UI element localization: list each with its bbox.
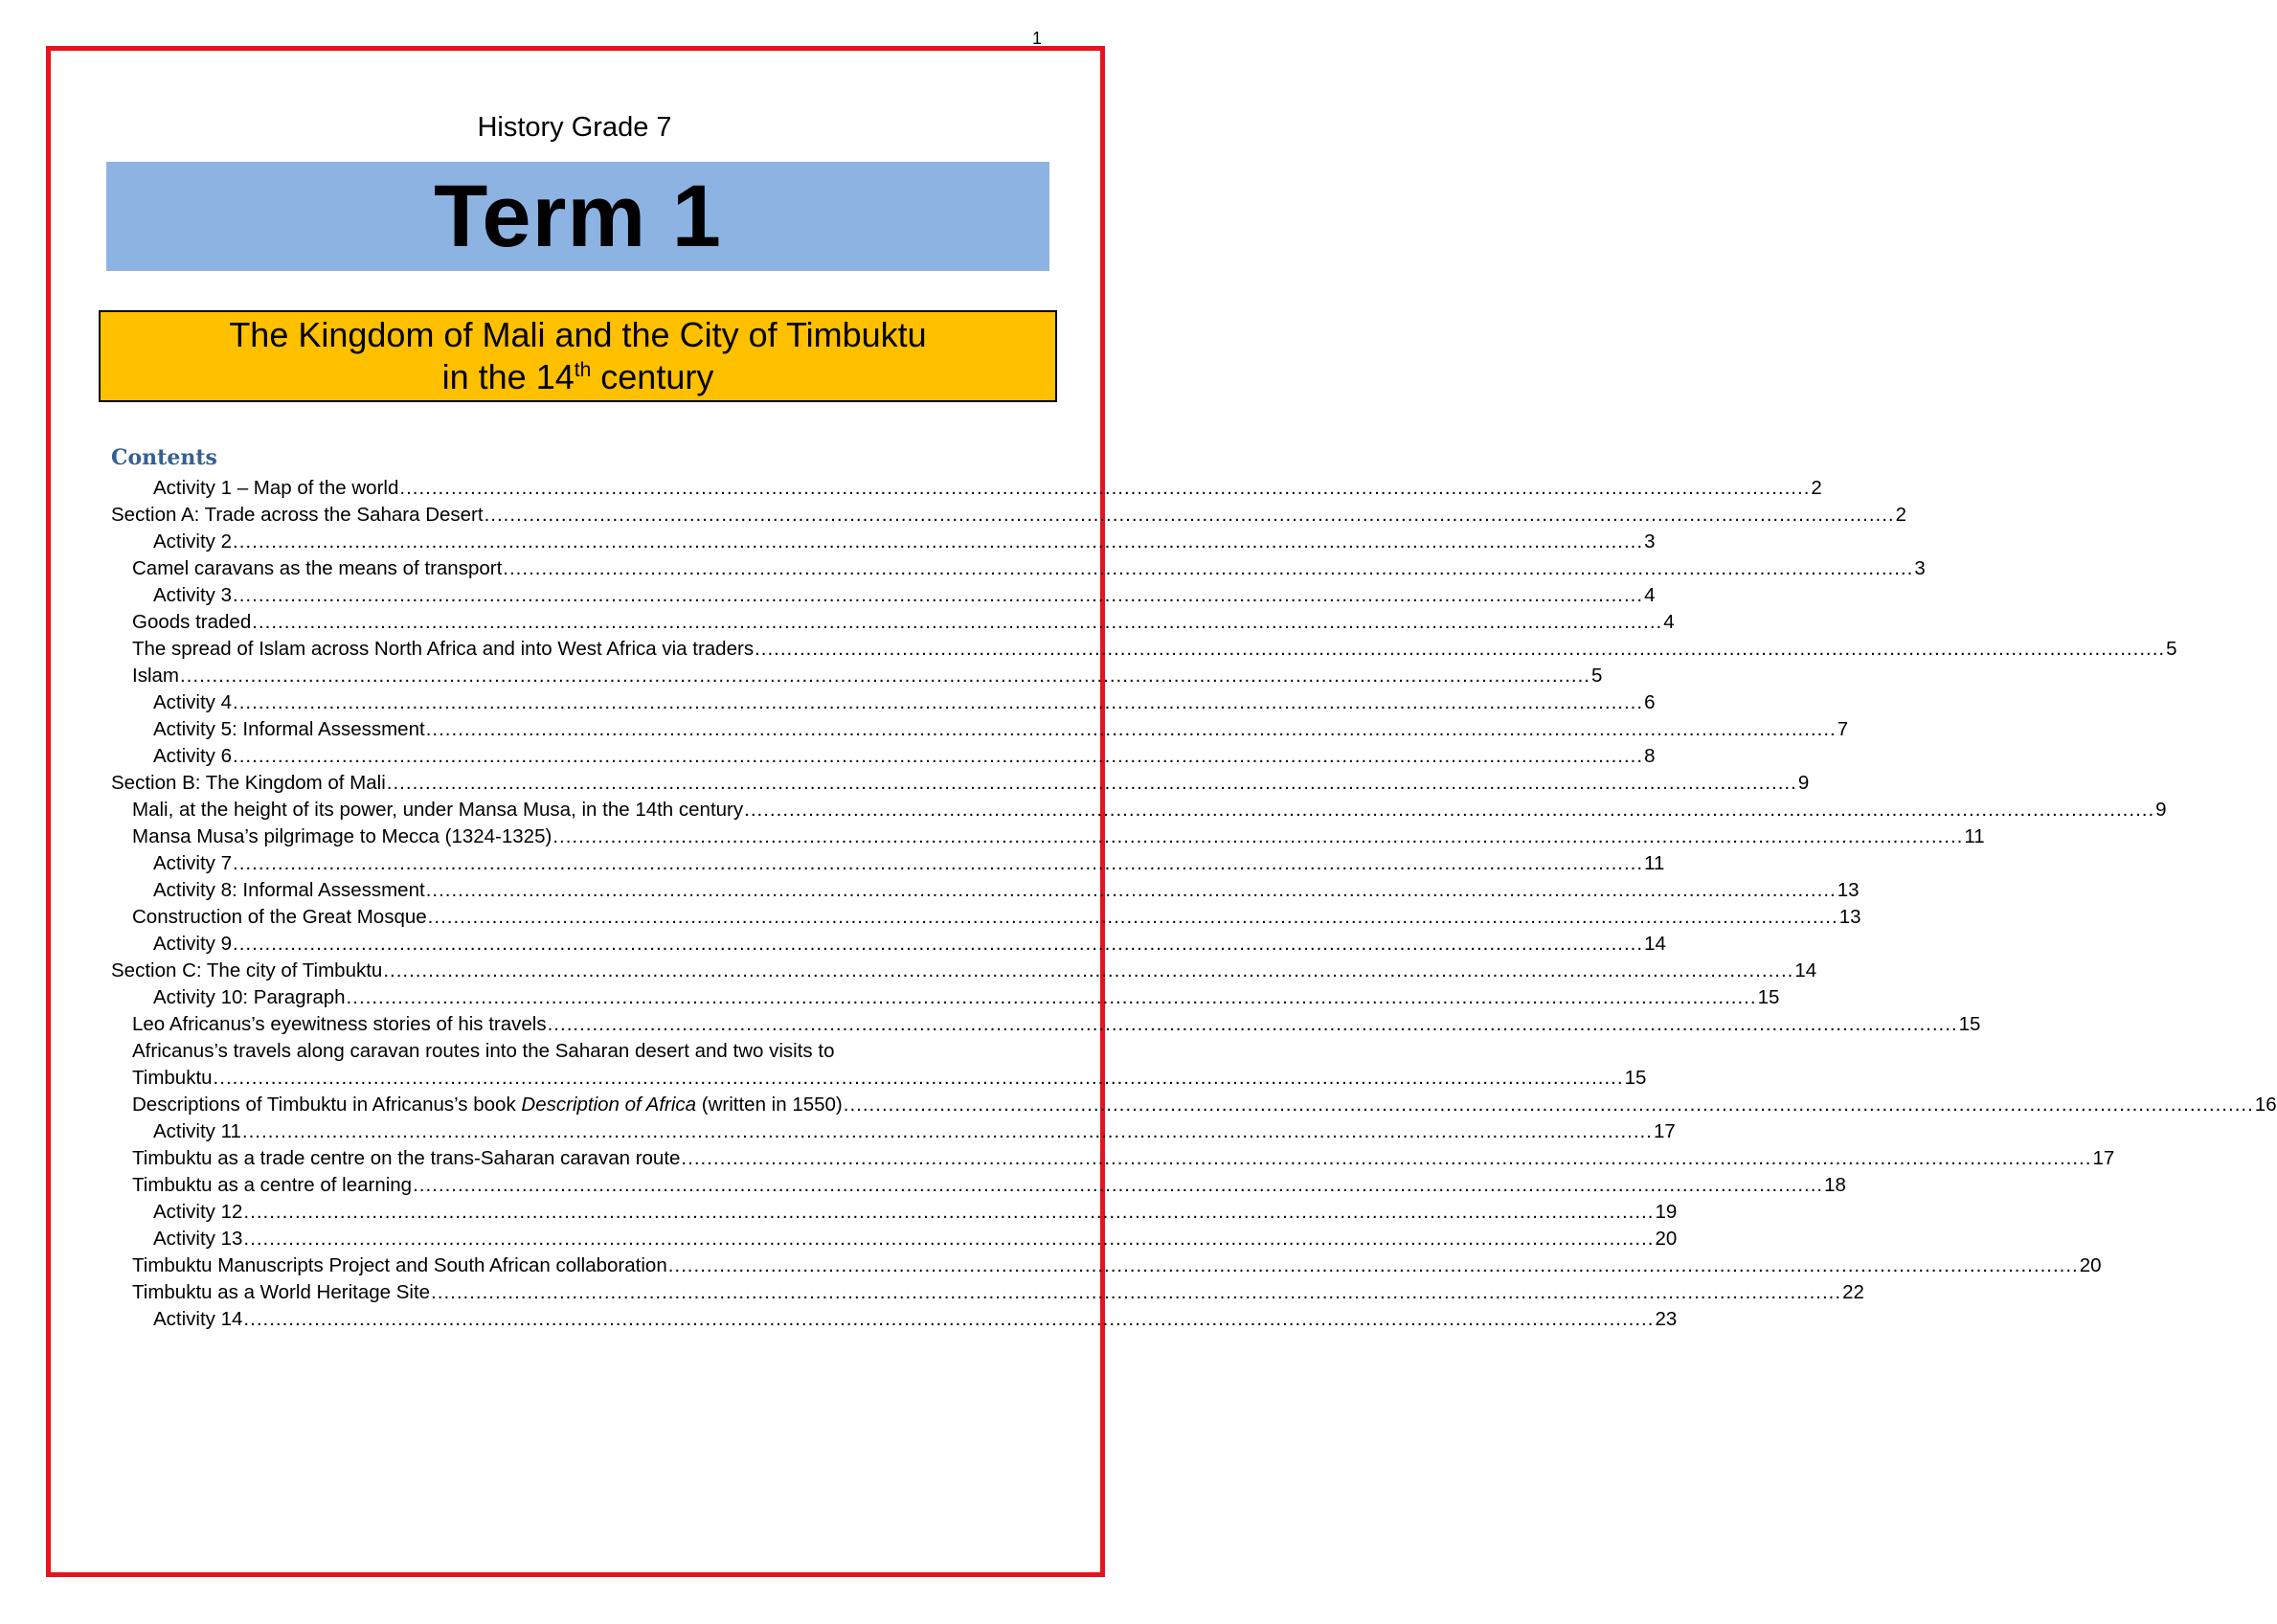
toc-entry[interactable]: Activity 7 ............................................................................................................................................................................................................................ 11 [153, 852, 1665, 874]
toc-entry[interactable]: Activity 8: Informal Assessment ............................................................................................................................................................................................................................ 13 [153, 879, 1860, 901]
toc-entry[interactable]: Section C: The city of Timbuktu ............................................................................................................................................................................................................................ 14 [111, 959, 1817, 981]
page-number: 1 [1032, 29, 1043, 48]
topic-line-2: in the 14th century [441, 357, 714, 396]
contents-heading: Contents [111, 445, 217, 470]
toc-entry-wrapped-line[interactable]: Africanus’s travels along caravan routes into the Saharan desert and two visits to [132, 1040, 835, 1062]
topic-box [99, 310, 1057, 402]
term-title: Term 1 [434, 168, 722, 265]
toc-entry[interactable]: Activity 10: Paragraph ............................................................................................................................................................................................................................ 15 [153, 986, 1780, 1008]
toc-entry[interactable]: Timbuktu as a World Heritage Site ............................................................................................................................................................................................................................ 22 [132, 1281, 1864, 1303]
toc-entry[interactable]: Activity 12 ............................................................................................................................................................................................................................ 19 [153, 1201, 1678, 1223]
toc-entry[interactable]: Activity 9 ............................................................................................................................................................................................................................ 14 [153, 933, 1666, 955]
subject-title: History Grade 7 [477, 112, 672, 143]
toc-entry[interactable]: Mansa Musa’s pilgrimage to Mecca (1324-1325) ............................................................................................................................................................................................................................ 11 [132, 825, 1985, 847]
toc-entry[interactable]: Activity 3 ............................................................................................................................................................................................................................ 4 [153, 584, 1656, 606]
toc-entry[interactable]: Leo Africanus’s eyewitness stories of his travels ............................................................................................................................................................................................................................ 15 [132, 1013, 1981, 1035]
toc-entry[interactable]: The spread of Islam across North Africa and into West Africa via traders ............................................................................................................................................................................................................................ 5 [132, 638, 2177, 660]
toc-entry[interactable]: Descriptions of Timbuktu in Africanus’s book Description of Africa (written in 1550) ............................................................................................................................................................................................................................ 16 [132, 1094, 2277, 1116]
toc-entry[interactable]: Islam ............................................................................................................................................................................................................................ 5 [132, 665, 1603, 687]
toc-entry[interactable]: Camel caravans as the means of transport ............................................................................................................................................................................................................................ 3 [132, 557, 1926, 579]
toc-entry[interactable]: Activity 13 ............................................................................................................................................................................................................................ 20 [153, 1228, 1678, 1250]
toc-entry[interactable]: Timbuktu as a trade centre on the trans-Saharan caravan route ............................................................................................................................................................................................................................ 17 [132, 1147, 2115, 1169]
toc-entry[interactable]: Section B: The Kingdom of Mali ............................................................................................................................................................................................................................ 9 [111, 772, 1810, 794]
term-banner [106, 162, 1049, 271]
toc-entry[interactable]: Timbuktu as a centre of learning ............................................................................................................................................................................................................................ 18 [132, 1174, 1846, 1196]
toc-entry[interactable]: Section A: Trade across the Sahara Desert ............................................................................................................................................................................................................................ 2 [111, 504, 1907, 526]
toc-entry[interactable]: Activity 5: Informal Assessment ............................................................................................................................................................................................................................ 7 [153, 718, 1849, 740]
toc-entry[interactable]: Activity 11 ............................................................................................................................................................................................................................ 17 [153, 1120, 1676, 1142]
toc-entry[interactable]: Activity 2 ............................................................................................................................................................................................................................ 3 [153, 530, 1656, 553]
toc-entry[interactable]: Mali, at the height of its power, under Mansa Musa, in the 14th century ............................................................................................................................................................................................................................ 9 [132, 799, 2167, 821]
toc-entry[interactable]: Activity 4 ............................................................................................................................................................................................................................ 6 [153, 691, 1656, 713]
toc-entry[interactable]: Activity 1 – Map of the world ............................................................................................................................................................................................................................ 2 [153, 477, 1822, 499]
toc-entry[interactable]: Timbuktu ............................................................................................................................................................................................................................ 15 [132, 1067, 1647, 1089]
toc-entry[interactable]: Construction of the Great Mosque ............................................................................................................................................................................................................................ 13 [132, 906, 1861, 928]
toc-entry[interactable]: Goods traded ............................................................................................................................................................................................................................ 4 [132, 611, 1675, 633]
toc-entry[interactable]: Timbuktu Manuscripts Project and South African collaboration ............................................................................................................................................................................................................................ 20 [132, 1254, 2102, 1276]
topic-line-1: The Kingdom of Mali and the City of Timbuktu [229, 315, 927, 354]
toc-entry[interactable]: Activity 6 ............................................................................................................................................................................................................................ 8 [153, 745, 1656, 767]
table-of-contents [111, 475, 2277, 1333]
toc-entry[interactable]: Activity 14 ............................................................................................................................................................................................................................ 23 [153, 1308, 1678, 1330]
